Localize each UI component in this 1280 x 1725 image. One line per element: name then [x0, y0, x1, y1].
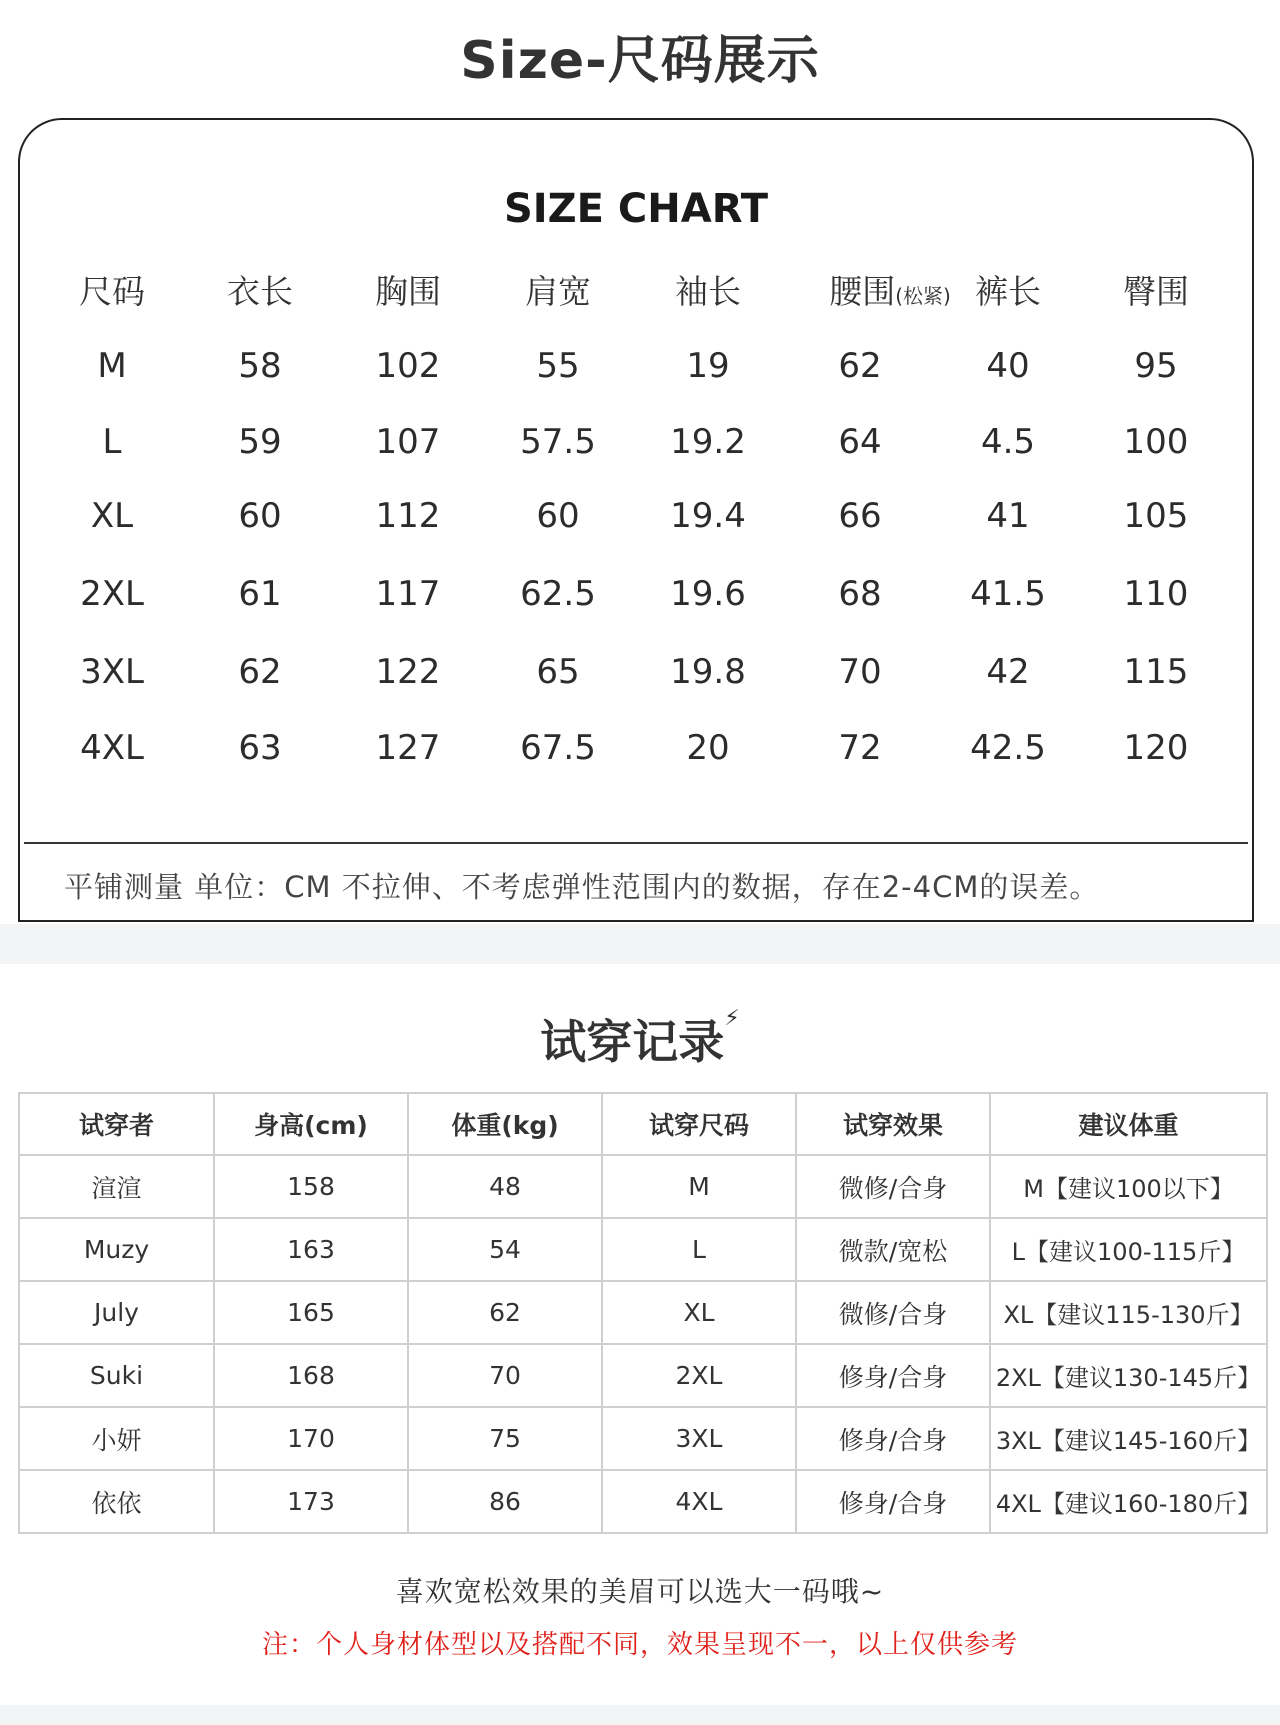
table-row: [19, 1218, 1267, 1281]
trial-body: [19, 1155, 1267, 1533]
size-cell-chest: 102: [375, 346, 441, 386]
size-cell-sleeve: 20: [686, 728, 730, 768]
size-cell-waist: 62: [838, 346, 882, 386]
trial-cell-size: XL: [602, 1281, 796, 1344]
trial-cell-effect: 微修/合身: [796, 1155, 990, 1218]
size-chart-panel: [18, 118, 1254, 922]
trial-cell-recommend: 2XL【建议130-145斤】: [990, 1344, 1267, 1407]
trial-cell-size: 3XL: [602, 1407, 796, 1470]
trial-cell-weight: 75: [408, 1407, 602, 1470]
size-cell-pants-length: 4.5: [980, 422, 1036, 462]
size-cell-size: 2XL: [80, 574, 144, 614]
size-cell-hip: 110: [1123, 574, 1189, 614]
size-cell-pants-length: 41: [986, 496, 1030, 536]
trial-cell-size: M: [602, 1155, 796, 1218]
trial-cell-effect: 修身/合身: [796, 1407, 990, 1470]
header-waist: [829, 266, 951, 313]
size-cell-hip: 105: [1123, 496, 1189, 536]
size-cell-sleeve: 19.6: [670, 574, 746, 614]
measurement-note: 平铺测量 单位：CM 不拉伸、不考虑弹性范围内的数据，存在2-4CM的误差。: [64, 870, 1100, 904]
trial-cell-size: 2XL: [602, 1344, 796, 1407]
trial-cell-height: 158: [214, 1155, 408, 1218]
trial-header-tester: 试穿者: [19, 1093, 214, 1155]
header-pants-length: 裤长: [975, 272, 1041, 311]
size-cell-sleeve: 19.8: [670, 652, 746, 692]
header-chest: 胸围: [375, 272, 441, 311]
table-row: [19, 1155, 1267, 1218]
trial-cell-size: 4XL: [602, 1470, 796, 1533]
trial-cell-weight: 54: [408, 1218, 602, 1281]
size-cell-pants-length: 40: [986, 346, 1030, 386]
size-cell-sleeve: 19: [686, 346, 730, 386]
size-cell-shoulder: 67.5: [520, 728, 596, 768]
size-cell-hip: 100: [1123, 422, 1189, 462]
bottom-band: [0, 1705, 1280, 1725]
trial-cell-tester: 渲渲: [19, 1155, 214, 1218]
size-cell-chest: 122: [375, 652, 441, 692]
trial-header-row: [19, 1093, 1267, 1155]
table-row: [19, 1344, 1267, 1407]
trial-cell-recommend: L【建议100-115斤】: [990, 1218, 1267, 1281]
size-cell-sleeve: 19.4: [670, 496, 746, 536]
size-cell-size: 4XL: [80, 728, 144, 768]
trial-cell-tester: 依依: [19, 1470, 214, 1533]
trial-cell-height: 163: [214, 1218, 408, 1281]
trial-cell-height: 168: [214, 1344, 408, 1407]
size-cell-hip: 95: [1134, 346, 1178, 386]
trial-cell-effect: 微修/合身: [796, 1281, 990, 1344]
trial-cell-height: 170: [214, 1407, 408, 1470]
chart-divider: [24, 842, 1248, 844]
size-cell-length: 58: [238, 346, 282, 386]
size-cell-length: 59: [238, 422, 282, 462]
header-waist-note: (松紧): [895, 284, 951, 308]
size-cell-waist: 68: [838, 574, 882, 614]
size-cell-sleeve: 19.2: [670, 422, 746, 462]
section-separator: [0, 924, 1280, 964]
size-cell-hip: 120: [1123, 728, 1189, 768]
trial-cell-height: 173: [214, 1470, 408, 1533]
trial-cell-recommend: M【建议100以下】: [990, 1155, 1267, 1218]
trial-header-weight: 体重(kg): [408, 1093, 602, 1155]
size-cell-pants-length: 42.5: [970, 728, 1046, 768]
trial-header-size: 试穿尺码: [602, 1093, 796, 1155]
trial-cell-height: 165: [214, 1281, 408, 1344]
header-size: 尺码: [79, 272, 145, 311]
size-cell-length: 62: [238, 652, 282, 692]
size-cell-waist: 64: [838, 422, 882, 462]
trial-cell-tester: 小妍: [19, 1407, 214, 1470]
size-cell-waist: 70: [838, 652, 882, 692]
trial-cell-size: L: [602, 1218, 796, 1281]
trial-title: [0, 1006, 1280, 1072]
table-row: [19, 1470, 1267, 1533]
trial-header-effect: 试穿效果: [796, 1093, 990, 1155]
size-cell-size: 3XL: [80, 652, 144, 692]
header-hip: 臀围: [1123, 272, 1189, 311]
header-length: 衣长: [227, 272, 293, 311]
disclaimer-note: 注：个人身材体型以及搭配不同，效果呈现不一，以上仅供参考: [261, 1630, 1018, 1660]
size-cell-length: 60: [238, 496, 282, 536]
size-cell-shoulder: 60: [536, 496, 580, 536]
table-row: [19, 1407, 1267, 1470]
trial-table: [18, 1092, 1268, 1534]
size-cell-pants-length: 42: [986, 652, 1030, 692]
trial-title-text: 试穿记录: [540, 1015, 725, 1069]
size-cell-chest: 117: [375, 574, 441, 614]
trial-cell-weight: 70: [408, 1344, 602, 1407]
size-tip: 喜欢宽松效果的美眉可以选大一码哦~: [395, 1575, 885, 1608]
size-cell-chest: 127: [375, 728, 441, 768]
trial-cell-recommend: 3XL【建议145-160斤】: [990, 1407, 1267, 1470]
size-cell-shoulder: 55: [536, 346, 580, 386]
size-cell-size: XL: [90, 496, 134, 536]
trial-cell-recommend: 4XL【建议160-180斤】: [990, 1470, 1267, 1533]
trial-cell-tester: Muzy: [19, 1218, 214, 1281]
trial-cell-weight: 48: [408, 1155, 602, 1218]
lightning-icon: ⚡: [724, 1006, 740, 1031]
trial-cell-tester: Suki: [19, 1344, 214, 1407]
trial-cell-effect: 修身/合身: [796, 1344, 990, 1407]
trial-cell-weight: 86: [408, 1470, 602, 1533]
size-cell-length: 63: [238, 728, 282, 768]
trial-cell-tester: July: [19, 1281, 214, 1344]
header-waist-label: 腰围: [829, 272, 896, 311]
size-cell-size: L: [102, 422, 122, 462]
trial-cell-weight: 62: [408, 1281, 602, 1344]
table-row: [19, 1281, 1267, 1344]
size-cell-shoulder: 57.5: [520, 422, 596, 462]
trial-header-recommend: 建议体重: [990, 1093, 1267, 1155]
size-cell-chest: 107: [375, 422, 441, 462]
header-sleeve: 袖长: [675, 272, 741, 311]
size-cell-waist: 66: [838, 496, 882, 536]
trial-cell-effect: 修身/合身: [796, 1470, 990, 1533]
size-cell-waist: 72: [838, 728, 882, 768]
size-cell-shoulder: 62.5: [520, 574, 596, 614]
size-chart-title: SIZE CHART: [503, 186, 769, 232]
trial-header-height: 身高(cm): [214, 1093, 408, 1155]
trial-cell-recommend: XL【建议115-130斤】: [990, 1281, 1267, 1344]
size-cell-size: M: [97, 346, 127, 386]
header-shoulder: 肩宽: [525, 272, 591, 311]
size-cell-chest: 112: [375, 496, 441, 536]
size-cell-hip: 115: [1123, 652, 1189, 692]
size-cell-shoulder: 65: [536, 652, 580, 692]
size-cell-length: 61: [238, 574, 282, 614]
size-cell-pants-length: 41.5: [970, 574, 1046, 614]
trial-cell-effect: 微款/宽松: [796, 1218, 990, 1281]
page-title: Size-尺码展示: [460, 31, 820, 91]
